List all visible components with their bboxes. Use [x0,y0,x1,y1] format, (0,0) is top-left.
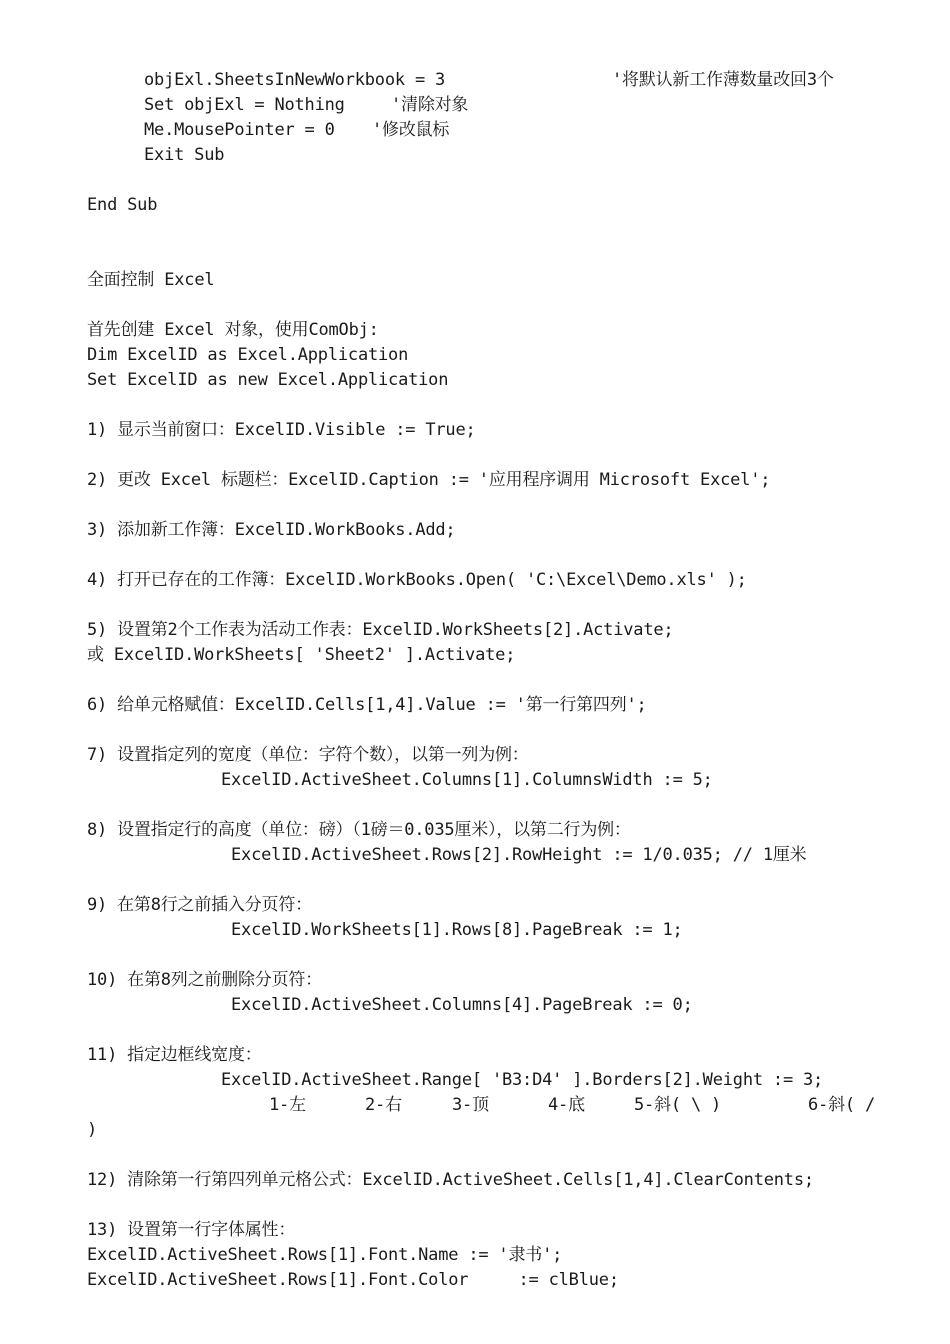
list-item-9: 9) 在第8行之前插入分页符： [87,895,312,915]
code-line: Dim ExcelID as Excel.Application [87,345,409,365]
list-item-1: 1) 显示当前窗口：ExcelID.Visible := True; [87,420,476,440]
list-item-6: 6) 给单元格赋值：ExcelID.Cells[1,4].Value := '第一行第四列'; [87,695,647,715]
section-heading: 全面控制 Excel [87,270,215,290]
code-line: ExcelID.ActiveSheet.Columns[4].PageBreak := 0; [231,995,693,1015]
list-item-5: 5) 设置第2个工作表为活动工作表：ExcelID.WorkSheets[2].Activate; [87,620,674,640]
border-option: 2-右 [365,1095,402,1115]
border-option: 6-斜( / [808,1095,875,1115]
code-line-exit-sub: Exit Sub [144,145,225,165]
list-item-4: 4) 打开已存在的工作簿：ExcelID.WorkBooks.Open( 'C:\Excel\Demo.xls' ); [87,570,747,590]
code-line: ExcelID.ActiveSheet.Columns[1].ColumnsWidth := 5; [221,770,713,790]
list-item-7: 7) 设置指定列的宽度（单位：字符个数），以第一列为例： [87,745,529,765]
code-line: ExcelID.ActiveSheet.Rows[1].Font.Color := clBlue; [87,1270,619,1290]
border-option: 4-底 [548,1095,585,1115]
code-line-mouse-pointer: Me.MousePointer = 0 [144,120,335,140]
list-item-5-alt: 或 ExcelID.WorkSheets[ 'Sheet2' ].Activate; [87,645,516,665]
list-item-11: 11) 指定边框线宽度： [87,1045,262,1065]
border-option: 5-斜( \ ) [634,1095,722,1115]
list-item-2: 2) 更改 Excel 标题栏：ExcelID.Caption := '应用程序调用 Microsoft Excel'; [87,470,771,490]
code-comment: '清除对象 [391,95,469,115]
border-option: 3-顶 [452,1095,489,1115]
paragraph-line: 首先创建 Excel 对象，使用ComObj: [87,320,379,340]
list-item-8: 8) 设置指定行的高度（单位：磅）（1磅＝0.035厘米），以第二行为例： [87,820,631,840]
list-item-10: 10) 在第8列之前删除分页符： [87,970,322,990]
list-item-12: 12) 清除第一行第四列单元格公式：ExcelID.ActiveSheet.Cells[1,4].ClearContents; [87,1170,814,1190]
code-line: ExcelID.ActiveSheet.Range[ 'B3:D4' ].Borders[2].Weight := 3; [221,1070,824,1090]
code-comment: '将默认新工作薄数量改回3个 [612,70,834,90]
border-option: 1-左 [269,1095,306,1115]
list-item-3: 3) 添加新工作簿：ExcelID.WorkBooks.Add; [87,520,456,540]
code-line: ExcelID.WorkSheets[1].Rows[8].PageBreak := 1; [231,920,683,940]
code-line-end-sub: End Sub [87,195,158,215]
code-line: ExcelID.ActiveSheet.Rows[1].Font.Name := '隶书'; [87,1245,563,1265]
list-item-13: 13) 设置第一行字体属性： [87,1220,296,1240]
code-line-set-nothing: Set objExl = Nothing [144,95,345,115]
code-line: ExcelID.ActiveSheet.Rows[2].RowHeight := 1/0.035; // 1厘米 [231,845,807,865]
code-line: Set ExcelID as new Excel.Application [87,370,449,390]
wrapped-paren: ) [87,1120,98,1140]
code-comment: '修改鼠标 [372,120,450,140]
code-line-sheets-in-new-workbook: objExl.SheetsInNewWorkbook = 3 [144,70,446,90]
